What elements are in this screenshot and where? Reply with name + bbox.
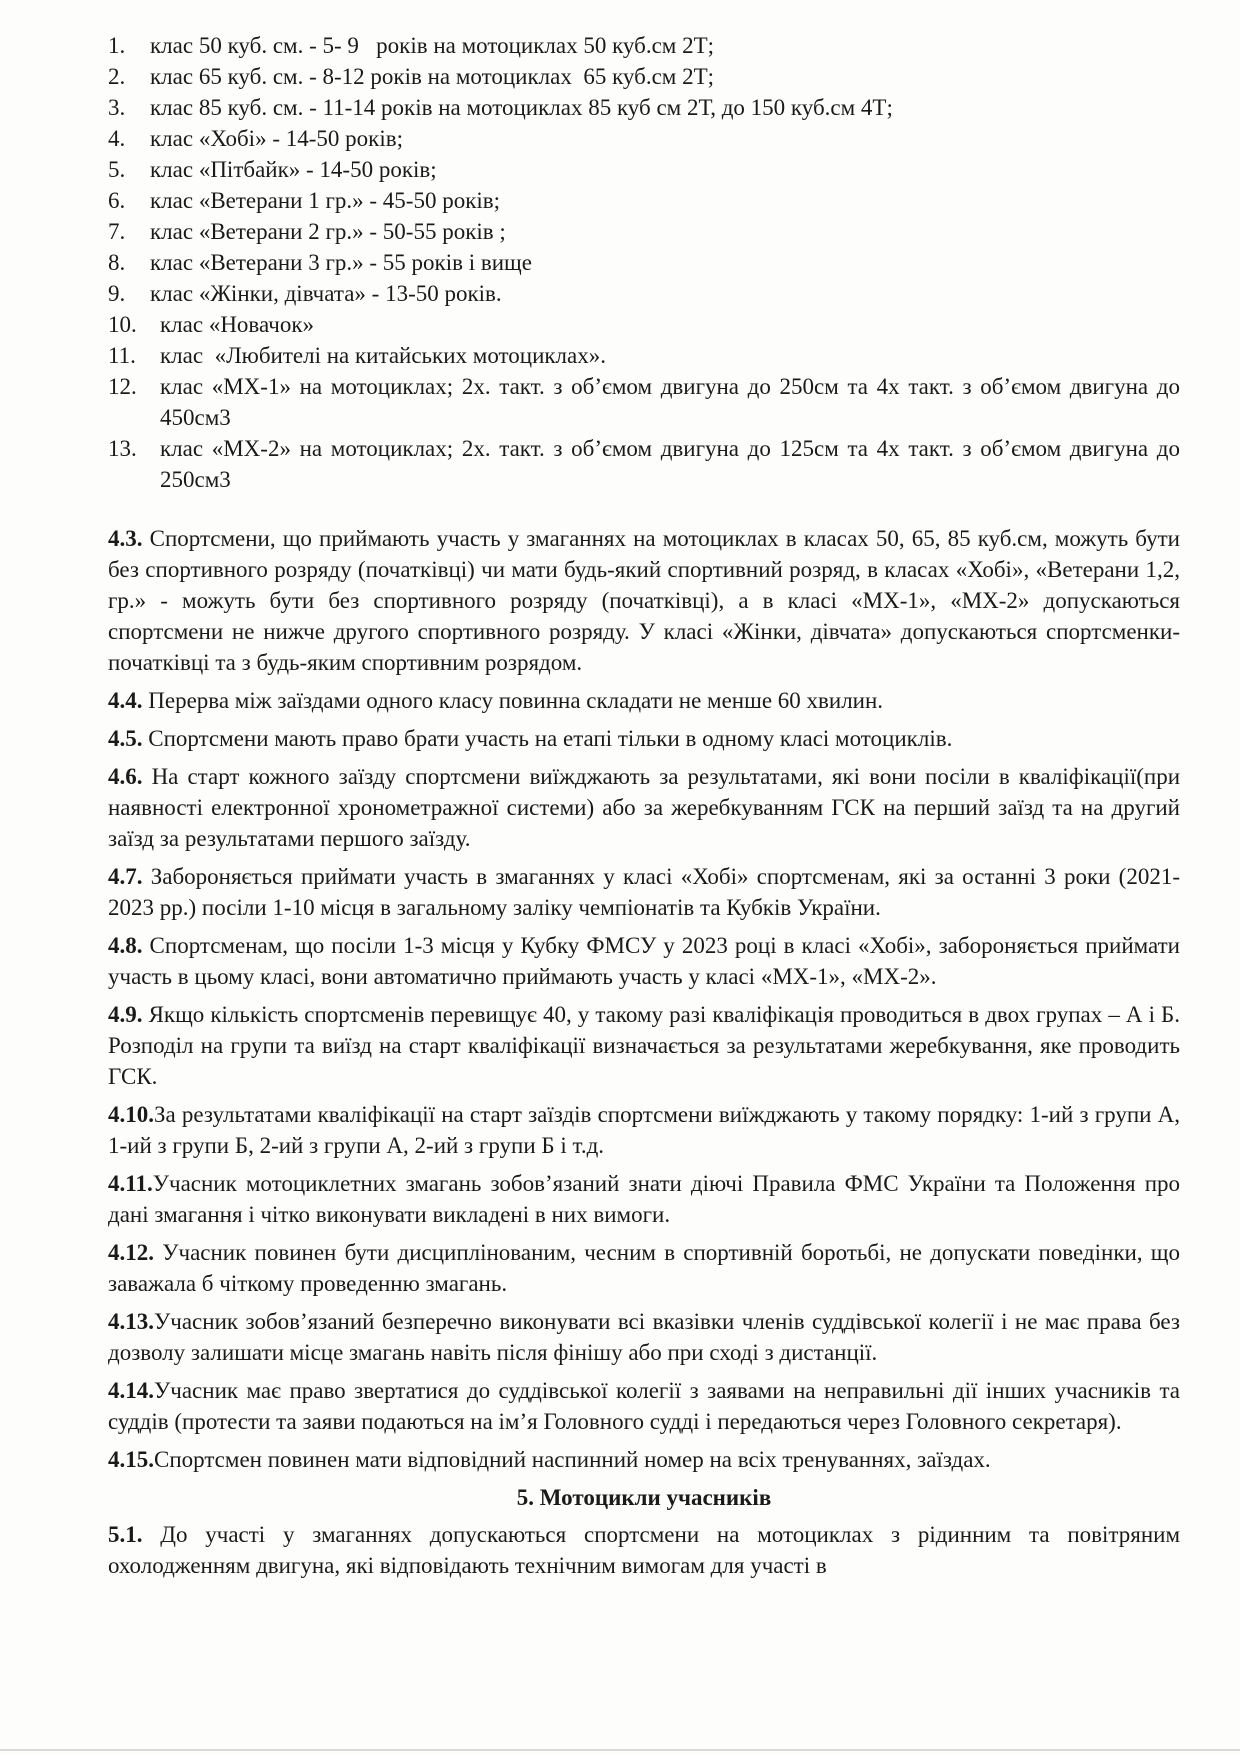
paragraph-4-10 bbox=[108, 1099, 1180, 1161]
list-item-number: 8. bbox=[108, 250, 126, 275]
class-list-item bbox=[108, 371, 1180, 433]
paragraph-text: За результатами кваліфікації на старт заїздів спортсмени виїжджають у такому порядку: 1-ий з групи А, 1-ий з групи Б, 2-ий з групи А, 2-ий з групи Б і т.д. bbox=[108, 1102, 1180, 1158]
paragraph-number: 4.15. bbox=[108, 1447, 154, 1472]
list-item-number: 10. bbox=[108, 312, 137, 337]
paragraph-text: Учасник зобов’язаний безперечно виконувати всі вказівки членів суддівської колегії і не має права без дозволу залишати місце змагань навіть після фінішу або при сході з дистанції. bbox=[108, 1309, 1180, 1365]
paragraph-4-8 bbox=[108, 930, 1180, 992]
paragraph-text: До участі у змаганнях допускаються спортсмени на мотоциклах з рідинним та повітряним охолодженням двигуна, які відповідають технічним вимогам для участі в bbox=[108, 1522, 1180, 1578]
paragraph-4-14 bbox=[108, 1375, 1180, 1437]
class-list bbox=[108, 30, 1180, 495]
class-list-item bbox=[108, 340, 1180, 371]
paragraph-number: 5.1. bbox=[108, 1522, 143, 1547]
paragraph-4-11 bbox=[108, 1168, 1180, 1230]
paragraph-4-7 bbox=[108, 861, 1180, 923]
class-list-item bbox=[108, 185, 1180, 216]
list-item-text: клас «Новачок» bbox=[160, 312, 315, 337]
list-item-text: клас «Ветерани 3 гр.» - 55 років і вище bbox=[150, 250, 532, 275]
paragraph-text: Спортсмени мають право брати участь на етапі тільки в одному класі мотоциклів. bbox=[142, 726, 953, 751]
list-item-number: 2. bbox=[108, 64, 126, 89]
list-item-text: клас «Ветерани 2 гр.» - 50-55 років ; bbox=[150, 219, 506, 244]
paragraph-text: Перерва між заїздами одного класу повинна складати не менше 60 хвилин. bbox=[142, 688, 884, 713]
paragraph-4-15 bbox=[108, 1444, 1180, 1475]
paragraph-4-4 bbox=[108, 685, 1180, 716]
paragraph-number: 4.6. bbox=[108, 764, 143, 789]
list-item-text: клас «МХ-2» на мотоциклах; 2х. такт. з об’ємом двигуна до 125см та 4х такт. з об’ємом двигуна до 250см3 bbox=[160, 436, 1180, 492]
paragraph-number: 4.7. bbox=[108, 864, 143, 889]
list-item-text: клас «Ветерани 1 гр.» - 45-50 років; bbox=[150, 188, 501, 213]
class-list-item bbox=[108, 30, 1180, 61]
list-item-text: клас 65 куб. см. - 8-12 років на мотоциклах 65 куб.см 2Т; bbox=[150, 64, 715, 89]
list-item-text: клас «Хобі» - 14-50 років; bbox=[150, 126, 403, 151]
paragraph-number: 4.9. bbox=[108, 1002, 143, 1027]
list-item-number: 1. bbox=[108, 33, 126, 58]
spacer bbox=[108, 495, 1180, 523]
class-list-item bbox=[108, 247, 1180, 278]
document-body bbox=[108, 30, 1180, 1588]
paragraph-number: 4.5. bbox=[108, 726, 143, 751]
paragraph-text: Якщо кількість спортсменів перевищує 40, у такому разі кваліфікація проводиться в двох групах – А і Б. Розподіл на групи та виїзд на старт кваліфікації визначається за результатами жеребкування, яке проводить ГСК. bbox=[108, 1002, 1180, 1089]
list-item-text: клас «МХ-1» на мотоциклах; 2х. такт. з об’ємом двигуна до 250см та 4х такт. з об’ємом двигуна до 450см3 bbox=[160, 374, 1180, 430]
paragraph-4-13 bbox=[108, 1306, 1180, 1368]
paragraph-4-9 bbox=[108, 999, 1180, 1092]
paragraph-number: 4.4. bbox=[108, 688, 143, 713]
paragraph-number: 4.12. bbox=[108, 1240, 154, 1265]
paragraph-number: 4.8. bbox=[108, 933, 143, 958]
list-item-number: 9. bbox=[108, 281, 126, 306]
class-list-item bbox=[108, 216, 1180, 247]
class-list-item bbox=[108, 123, 1180, 154]
paragraph-text: Учасник має право звертатися до суддівської колегії з заявами на неправильні дії інших учасників та суддів (протести та заяви подаються на ім’я Головного судді і передаються через Головного секретаря). bbox=[108, 1378, 1180, 1434]
paragraph-5-1 bbox=[108, 1519, 1180, 1581]
paragraph-number: 4.11. bbox=[108, 1171, 153, 1196]
list-item-number: 12. bbox=[108, 374, 137, 399]
paragraph-4-3 bbox=[108, 523, 1180, 678]
list-item-number: 3. bbox=[108, 95, 126, 120]
list-item-text: клас «Пітбайк» - 14-50 років; bbox=[150, 157, 437, 182]
paragraph-text: Спортсменам, що посіли 1-3 місця у Кубку ФМСУ у 2023 році в класі «Хобі», забороняється приймати участь в цьому класі, вони автоматично приймають участь у класі «МХ-1», «МХ-2». bbox=[108, 933, 1180, 989]
list-item-number: 5. bbox=[108, 157, 126, 182]
class-list-item bbox=[108, 92, 1180, 123]
page-edge-divider bbox=[0, 1749, 1240, 1751]
list-item-text: клас «Жінки, дівчата» - 13-50 років. bbox=[150, 281, 502, 306]
paragraph-text: Учасник мотоциклетних змагань зобов’язаний знати діючі Правила ФМС України та Положення про дані змагання і чітко виконувати викладені в них вимоги. bbox=[108, 1171, 1180, 1227]
class-list-item bbox=[108, 154, 1180, 185]
list-item-number: 11. bbox=[108, 343, 136, 368]
list-item-number: 4. bbox=[108, 126, 126, 151]
paragraph-text: Спортсмен повинен мати відповідний наспинний номер на всіх тренуваннях, заїздах. bbox=[154, 1447, 991, 1472]
paragraph-text: Забороняється приймати участь в змаганнях у класі «Хобі» спортсменам, які за останні 3 роки (2021-2023 рр.) посіли 1-10 місця в загальному заліку чемпіонатів та Кубків України. bbox=[108, 864, 1180, 920]
list-item-text: клас 85 куб. см. - 11-14 років на мотоциклах 85 куб см 2Т, до 150 куб.см 4Т; bbox=[150, 95, 893, 120]
paragraph-number: 4.14. bbox=[108, 1378, 154, 1403]
paragraph-text: На старт кожного заїзду спортсмени виїжджають за результатами, які вони посіли в кваліфікації(при наявності електронної хронометражної системи) або за жеребкуванням ГСК на перший заїзд та на другий заїзд за результатами першого заїзду. bbox=[108, 764, 1180, 851]
paragraph-text: Спортсмени, що приймають участь у змаганнях на мотоциклах в класах 50, 65, 85 куб.см, можуть бути без спортивного розряду (початківці) чи мати будь-який спортивний розряд, в класах «Хобі», «Ветерани 1,2, гр.» - можуть бути без спортивного розряду (початківці), а в класі «МХ-1», «МХ-2» допускаються спортсмени не нижче другого спортивного розряду. У класі «Жінки, дівчата» допускаються спортсменки-початківці та з будь-яким спортивним розрядом. bbox=[108, 526, 1180, 675]
paragraph-4-6 bbox=[108, 761, 1180, 854]
section-heading: 5. Мотоцикли учасників bbox=[516, 1485, 772, 1510]
list-item-number: 13. bbox=[108, 436, 137, 461]
paragraph-4-5 bbox=[108, 723, 1180, 754]
paragraph-4-12 bbox=[108, 1237, 1180, 1299]
list-item-number: 7. bbox=[108, 219, 126, 244]
paragraph-text: Учасник повинен бути дисциплінованим, чесним в спортивній боротьбі, не допускати поведінки, що заважала б чіткому проведенню змагань. bbox=[108, 1240, 1180, 1296]
list-item-text: клас 50 куб. см. - 5- 9 років на мотоциклах 50 куб.см 2Т; bbox=[150, 33, 715, 58]
list-item-text: клас «Любителі на китайських мотоциклах». bbox=[160, 343, 606, 368]
class-list-item bbox=[108, 61, 1180, 92]
list-item-number: 6. bbox=[108, 188, 126, 213]
class-list-item bbox=[108, 309, 1180, 340]
class-list-item bbox=[108, 278, 1180, 309]
class-list-item bbox=[108, 433, 1180, 495]
paragraph-number: 4.3. bbox=[108, 526, 143, 551]
paragraph-number: 4.13. bbox=[108, 1309, 154, 1334]
paragraph-number: 4.10. bbox=[108, 1102, 154, 1127]
